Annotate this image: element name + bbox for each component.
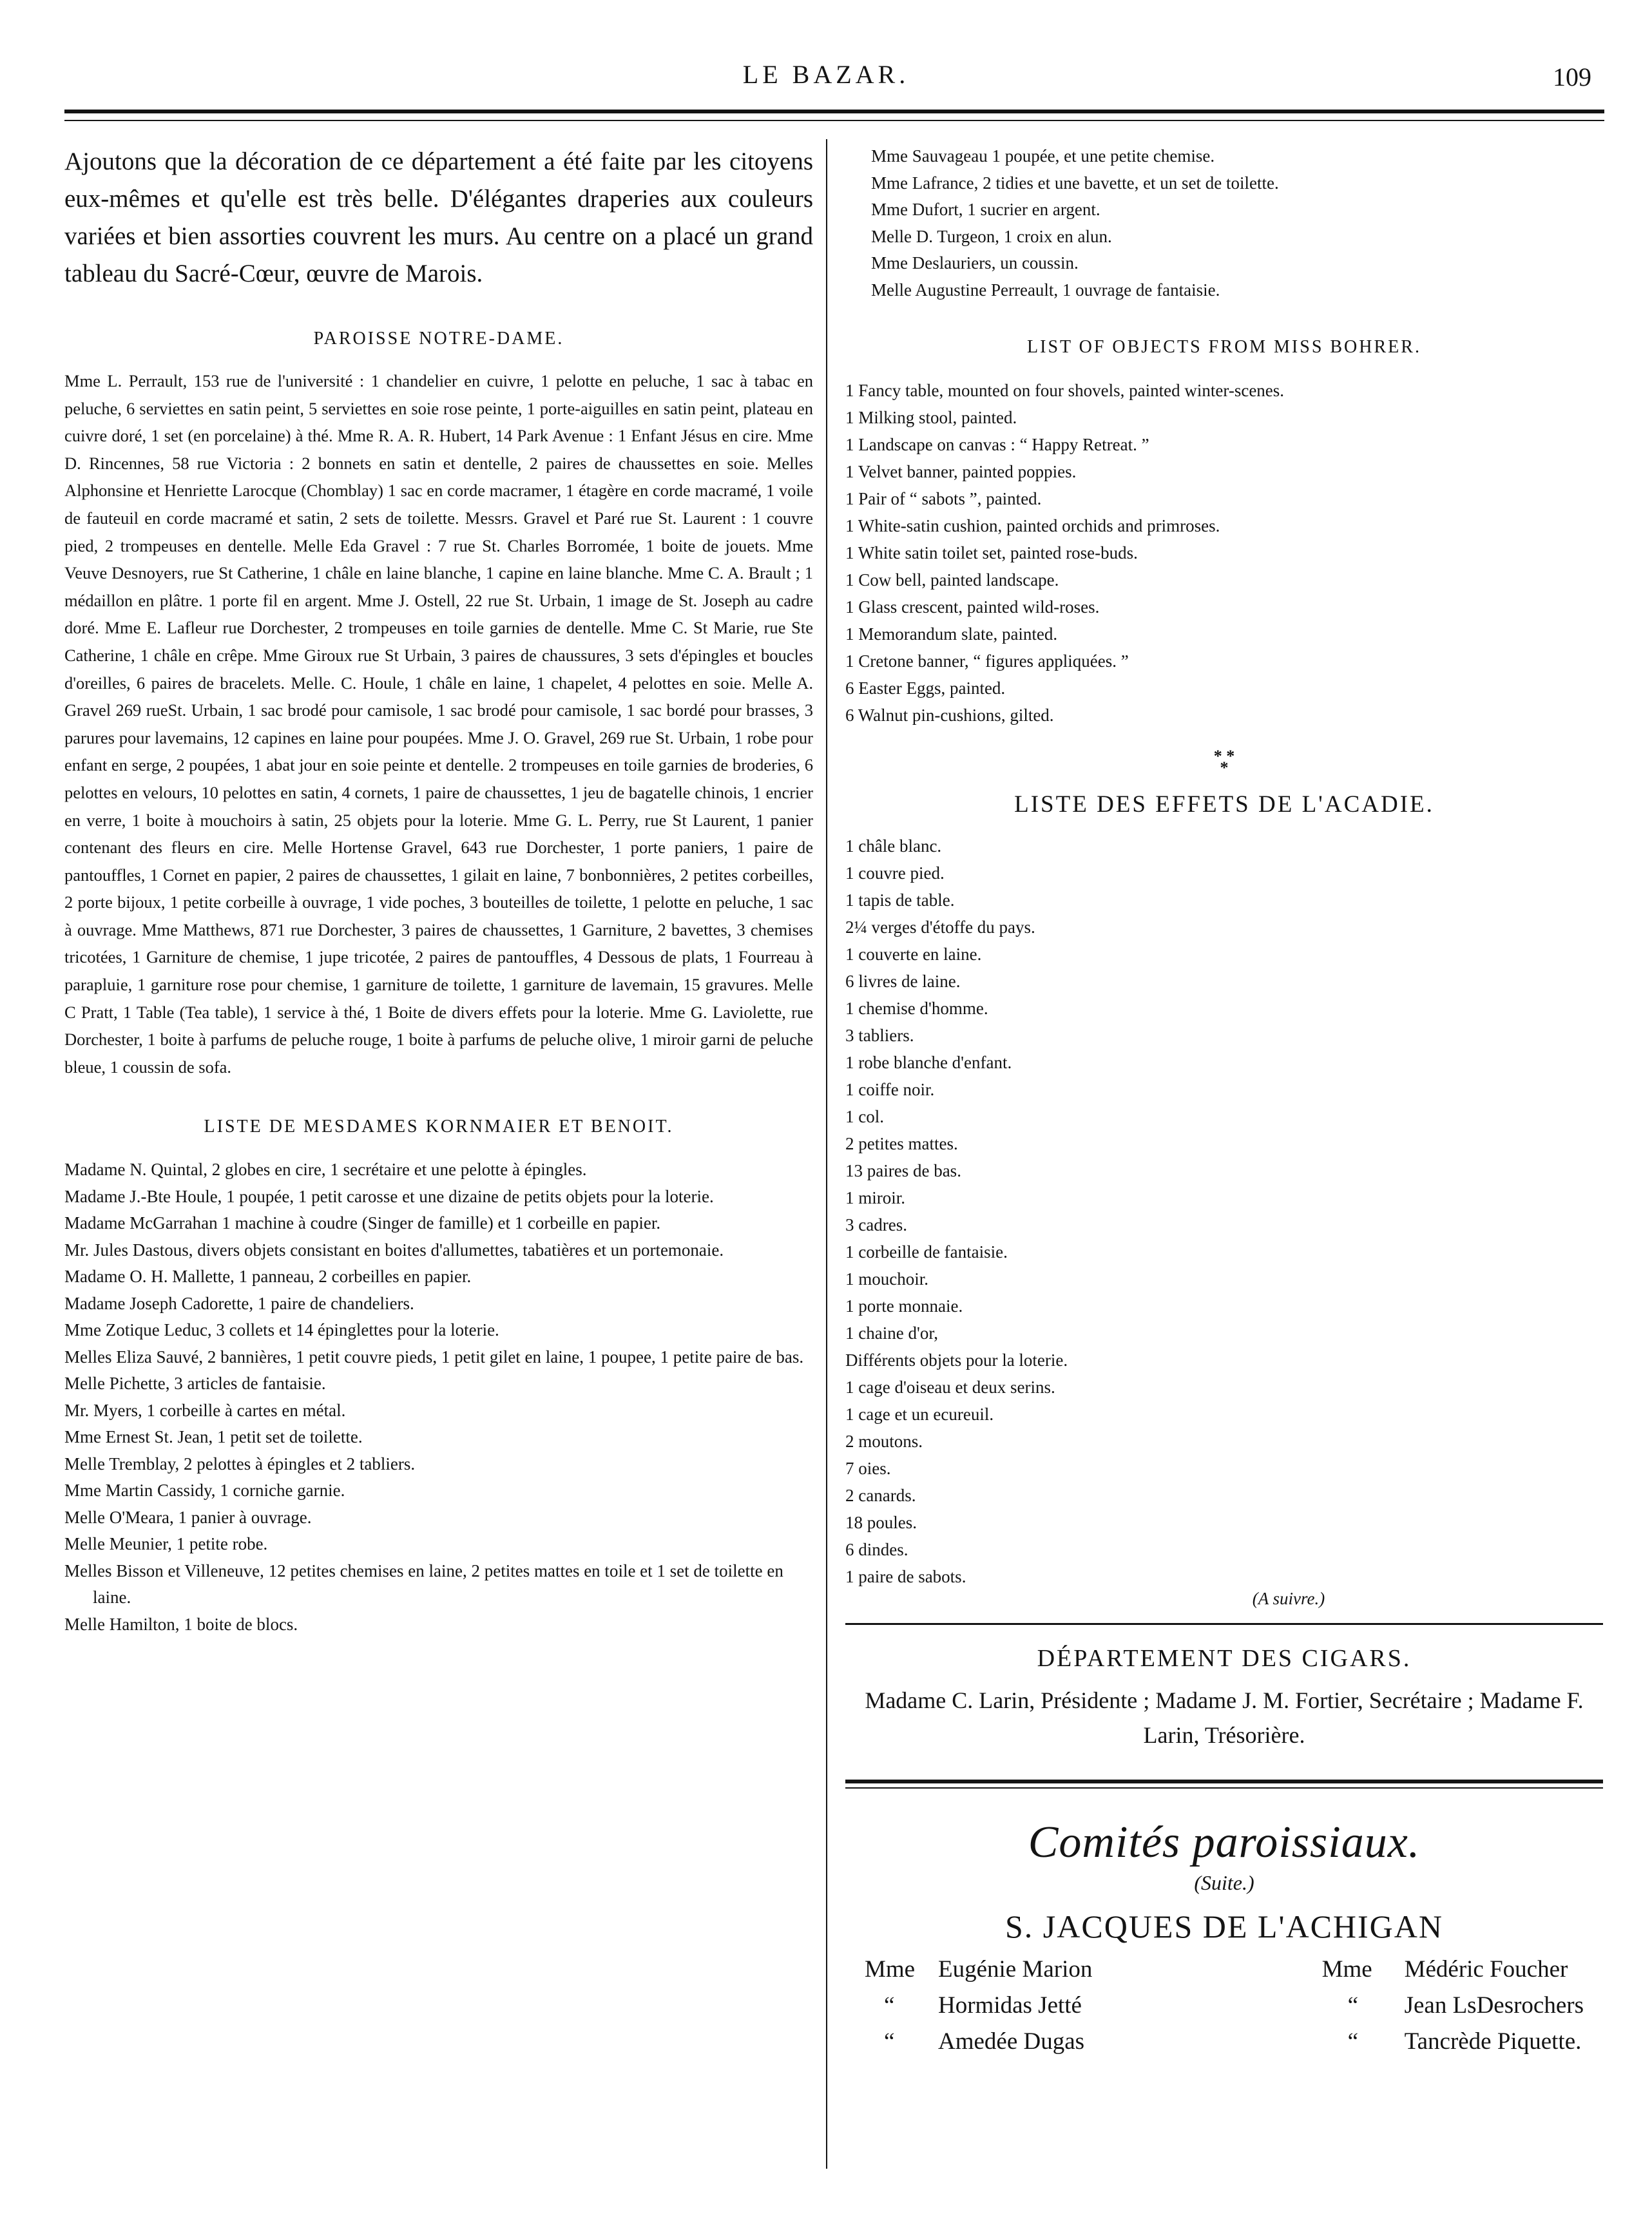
- parish-title: S. JACQUES DE L'ACHIGAN: [1004, 1908, 1444, 1945]
- list-item: 2¼ verges d'étoffe du pays.: [845, 917, 1035, 937]
- left-column: [64, 143, 813, 1638]
- list-item: 3 cadres.: [845, 1215, 907, 1234]
- list-item: Madame N. Quintal, 2 globes en cire, 1 secrétaire et une pelotte à épingles.: [64, 1160, 587, 1180]
- member-row: “ Jean LsDesrochers: [1347, 1992, 1584, 2019]
- intro-paragraph: Ajoutons que la décoration de ce département a été faite par les citoyens eux-mêmes et qu'elle est très belle. D'élégantes draperies aux couleurs variées et bien assorties couvrent les murs. Au centre on a placé un grand tableau du Sacré-Cœur, œuvre de Marois.: [64, 148, 813, 287]
- list-item: 1 corbeille de fantaisie.: [845, 1242, 1008, 1262]
- list-item: Melle Augustine Perreault, 1 ouvrage de fantaisie.: [871, 280, 1220, 300]
- list-item: 1 châle blanc.: [845, 836, 942, 856]
- list-item: 1 coiffe noir.: [845, 1080, 935, 1099]
- list-item: 1 Fancy table, mounted on four shovels, painted winter-scenes.: [845, 381, 1285, 400]
- list-item: 1 White-satin cushion, painted orchids and primroses.: [845, 516, 1220, 535]
- list-item: 1 Pair of “ sabots ”, painted.: [845, 489, 1042, 508]
- a-suivre-note: (A suivre.): [1252, 1589, 1325, 1608]
- comites-title: Comités paroissiaux.: [1028, 1818, 1421, 1867]
- list-item: Mme Sauvageau 1 poupée, et une petite chemise.: [871, 146, 1215, 166]
- acadie-list: [845, 832, 1603, 1590]
- list-item: 1 White satin toilet set, painted rose-buds.: [845, 543, 1138, 562]
- running-header-title: LE BAZAR.: [742, 60, 910, 89]
- list-item: Madame J.-Bte Houle, 1 poupée, 1 petit carosse et une dizaine de petits objets pour la loterie.: [64, 1186, 714, 1206]
- member-name: Eugénie Marion: [938, 1956, 1093, 1983]
- list-item: Mr. Myers, 1 corbeille à cartes en métal.: [64, 1400, 346, 1420]
- list-item: Melle D. Turgeon, 1 croix en alun.: [871, 226, 1112, 246]
- list-item: Madame O. H. Mallette, 1 panneau, 2 corbeilles en papier.: [64, 1267, 472, 1287]
- members-right-column: [1322, 1952, 1584, 2060]
- list-item: 1 tapis de table.: [845, 890, 955, 910]
- section-title-notre-dame: PAROISSE NOTRE-DAME.: [313, 329, 564, 349]
- list-item: 3 tabliers.: [845, 1026, 914, 1045]
- section-title-acadie: LISTE DES EFFETS DE L'ACADIE.: [1014, 791, 1434, 818]
- member-name: Jean LsDesrochers: [1404, 1992, 1584, 2019]
- list-item: 2 moutons.: [845, 1432, 923, 1451]
- member-row: Mme Eugénie Marion: [865, 1956, 1093, 1983]
- comites-suite: (Suite.): [1194, 1871, 1254, 1894]
- committee-members: [845, 1952, 1603, 2060]
- list-item: Melle Meunier, 1 petite robe.: [64, 1534, 268, 1554]
- header-rule-thin: [64, 120, 1604, 121]
- list-item: Melles Bisson et Villeneuve, 12 petites chemises en laine, 2 petites mattes en toile et 1 set de toilette en laine.: [64, 1561, 783, 1608]
- list-item: 1 chaine d'or,: [845, 1323, 938, 1343]
- members-left-column: [865, 1952, 1092, 2060]
- list-item: 1 paire de sabots.: [845, 1567, 966, 1586]
- page-number: 109: [1553, 62, 1591, 91]
- list-item: Melles Eliza Sauvé, 2 bannières, 1 petit couvre pieds, 1 petit gilet en laine, 1 poupee, 1 petite paire de bas.: [64, 1347, 804, 1367]
- section-title-bohrer: LIST OF OBJECTS FROM MISS BOHRER.: [1027, 337, 1421, 357]
- list-item: 1 Milking stool, painted.: [845, 408, 1017, 427]
- list-item: 2 canards.: [845, 1486, 916, 1505]
- cigars-rule: [845, 1623, 1603, 1625]
- list-item: 6 livres de laine.: [845, 972, 961, 991]
- asterism: * * *: [1213, 747, 1235, 777]
- list-item: Mr. Jules Dastous, divers objets consistant en boites d'allumettes, tabatières et un portemonaie.: [64, 1240, 724, 1260]
- member-row: Mme Médéric Foucher: [1321, 1956, 1568, 1983]
- list-item: 6 Easter Eggs, painted.: [845, 678, 1006, 698]
- list-item: 6 Walnut pin-cushions, gilted.: [845, 706, 1054, 725]
- list-item: Mme Martin Cassidy, 1 corniche garnie.: [64, 1481, 345, 1501]
- member-row: “ Tancrède Piquette.: [1347, 2028, 1582, 2055]
- list-item: 1 chemise d'homme.: [845, 999, 988, 1018]
- member-row: “ Amedée Dugas: [884, 2028, 1085, 2055]
- list-item: Mme Deslauriers, un coussin.: [871, 253, 1079, 273]
- list-item: 1 Glass crescent, painted wild-roses.: [845, 597, 1100, 617]
- list-item: 1 cage d'oiseau et deux serins.: [845, 1378, 1055, 1397]
- list-item: 18 poules.: [845, 1513, 917, 1532]
- list-item: 1 robe blanche d'enfant.: [845, 1053, 1012, 1072]
- list-item: Mme Ernest St. Jean, 1 petit set de toilette.: [64, 1427, 363, 1447]
- list-item: 1 Cow bell, painted landscape.: [845, 570, 1059, 590]
- list-item: 1 miroir.: [845, 1188, 905, 1207]
- top-donor-list: [845, 143, 1603, 303]
- list-item: 7 oies.: [845, 1459, 891, 1478]
- list-item: 1 Memorandum slate, painted.: [845, 624, 1058, 644]
- member-row: “ Hormidas Jetté: [884, 1992, 1082, 2019]
- section-title-cigars: DÉPARTEMENT DES CIGARS.: [1037, 1645, 1412, 1672]
- member-name: Médéric Foucher: [1404, 1956, 1568, 1983]
- cigars-officers: Madame C. Larin, Présidente ; Madame J. M. Fortier, Secrétaire ; Madame F. Larin, Trésorière.: [865, 1687, 1584, 1748]
- section-title-kornmaier: LISTE DE MESDAMES KORNMAIER ET BENOIT.: [204, 1117, 674, 1137]
- list-item: Madame Joseph Cadorette, 1 paire de chandeliers.: [64, 1293, 414, 1313]
- right-column: [845, 143, 1603, 2060]
- list-item: Différents objets pour la loterie.: [845, 1350, 1068, 1370]
- list-item: Melle O'Meara, 1 panier à ouvrage.: [64, 1507, 312, 1527]
- list-item: 1 couverte en laine.: [845, 945, 982, 964]
- list-item: 1 Landscape on canvas : “ Happy Retreat. ”: [845, 435, 1149, 454]
- member-name: Tancrède Piquette.: [1404, 2028, 1582, 2055]
- column-divider: [826, 139, 827, 2169]
- list-item: 1 mouchoir.: [845, 1269, 928, 1289]
- list-item: Melle Pichette, 3 articles de fantaisie.: [64, 1374, 326, 1394]
- list-item: 13 paires de bas.: [845, 1161, 961, 1180]
- member-name: Hormidas Jetté: [938, 1992, 1082, 2019]
- list-item: 1 couvre pied.: [845, 863, 945, 883]
- bohrer-list: [845, 377, 1603, 729]
- notre-dame-donations: Mme L. Perrault, 153 rue de l'université : 1 chandelier en cuivre, 1 pelotte en peluche, 1 sac à tabac en peluche, 6 serviettes en satin peint, 5 serviettes en soie rose peinte, 1 porte-aiguilles en satin peint, plateau en cuivre doré, 1 set (en porcelaine) à thé. Mme R. A. R. Hubert, 14 Park Avenue : 1 Enfant Jésus en cire. Mme D. Rincennes, 58 rue Victoria : 2 bonnets en satin et dentelle, 2 paires de chaussettes en soie. Melles Alphonsine et Henriette Larocque (Chomblay) 1 sac en corde macramer, 1 étagère en corde macramé, 1 voile de fauteuil en corde macramé et satin, 2 sets de toilette. Messrs. Gravel et Paré rue St. Laurent : 1 couvre pied, 2 trompeuses en dentelle. Melle Eda Gravel : 7 rue St. Charles Borromée, 1 boite de jouets. Mme Veuve Desnoyers, rue St Catherine, 1 châle en laine blanche, 1 capine en laine blanche. Mme C. A. Brault ; 1 médaillon en plâtre. 1 porte fil en argent. Mme J. Ostell, 22 rue St. Urbain, 1 image de St. Joseph au cadre doré. Mme E. Lafleur rue Dorchester, 2 trompeuses en toile garnies de dentelle. Mme C. St Marie, rue Ste Catherine, 1 châle en crêpe. Mme Giroux rue St Urbain, 3 paires de chaussures, 3 sets d'épingles et boucles d'oreilles, 6 paires de bracelets. Melle. C. Houle, 1 châle en laine, 1 chapelet, 4 pelottes en soie. Melle A. Gravel 269 rueSt. Urbain, 1 sac brodé pour camisole, 1 sac brodé pour camisole, 1 sac bordé pour brasses, 3 parures pour lavemains, 12 capines en laine pour poupées. Mme J. O. Gravel, 269 rue St. Urbain, 1 robe pour enfant en serge, 2 poupées, 1 abat jour en soie peinte et dentelle. 2 trompeuses en toile garnies de broderies, 6 pelottes en velours, 10 pelottes en satin, 4 cornets, 1 paire de chaussettes, 1 jeu de bagatelle chinois, 1 encrier en verre, 1 boite à mouchoirs à satin, 25 objets pour la loterie. Mme G. L. Perry, rue St Laurent, 1 panier contenant des fleurs en cire. Melle Hortense Gravel, 643 rue Dorchester, 1 porte paniers, 1 paire de pantouffles, 1 Cornet en papier, 2 paires de chaussettes, 1 gilait en laine, 7 bonbonnières, 2 petites corbeilles, 2 porte bijoux, 1 petite corbeille à ouvrage, 1 vide poches, 3 bouteilles de toilette, 1 pelotte en peluche, 1 sac à ouvrage. Mme Matthews, 871 rue Dorchester, 3 paires de chaussettes, 1 Garniture, 2 bavettes, 3 chemises tricotées, 1 Garniture de chemise, 1 jupe tricotée, 2 paires de pantouffles, 4 Dessous de plats, 1 Fourreau à parapluie, 1 garniture rose pour chemise, 1 garniture de toilette, 1 garniture de lavemain, 15 gravures. Melle C Pratt, 1 Table (Tea table), 1 service à thé, 1 Boite de divers effets pour la loterie. Mme G. Laviolette, rue Dorchester, 1 boite à parfums de peluche rouge, 1 boite à parfums de peluche olive, 1 miroir garni de peluche bleue, 1 coussin de sofa.: [64, 371, 813, 1077]
- comites-rule-thick: [845, 1780, 1603, 1783]
- header-rule-thick: [64, 110, 1604, 113]
- list-item: 1 col.: [845, 1107, 884, 1126]
- list-item: 1 Velvet banner, painted poppies.: [845, 462, 1077, 481]
- list-item: 1 Cretone banner, “ figures appliquées. ”: [845, 651, 1129, 671]
- list-item: Melle Hamilton, 1 boite de blocs.: [64, 1614, 298, 1634]
- comites-rule-thin: [845, 1787, 1603, 1789]
- kornmaier-list: [64, 1157, 813, 1638]
- list-item: Madame McGarrahan 1 machine à coudre (Singer de famille) et 1 corbeille en papier.: [64, 1213, 661, 1233]
- list-item: 2 petites mattes.: [845, 1134, 958, 1153]
- list-item: Mme Dufort, 1 sucrier en argent.: [871, 200, 1100, 219]
- list-item: Mme Zotique Leduc, 3 collets et 14 épinglettes pour la loterie.: [64, 1320, 499, 1340]
- list-item: Melle Tremblay, 2 pelottes à épingles et 2 tabliers.: [64, 1454, 416, 1474]
- list-item: 6 dindes.: [845, 1540, 908, 1559]
- list-item: 1 porte monnaie.: [845, 1296, 963, 1316]
- member-name: Amedée Dugas: [938, 2028, 1085, 2055]
- list-item: 1 cage et un ecureuil.: [845, 1405, 994, 1424]
- list-item: Mme Lafrance, 2 tidies et une bavette, et un set de toilette.: [871, 173, 1279, 193]
